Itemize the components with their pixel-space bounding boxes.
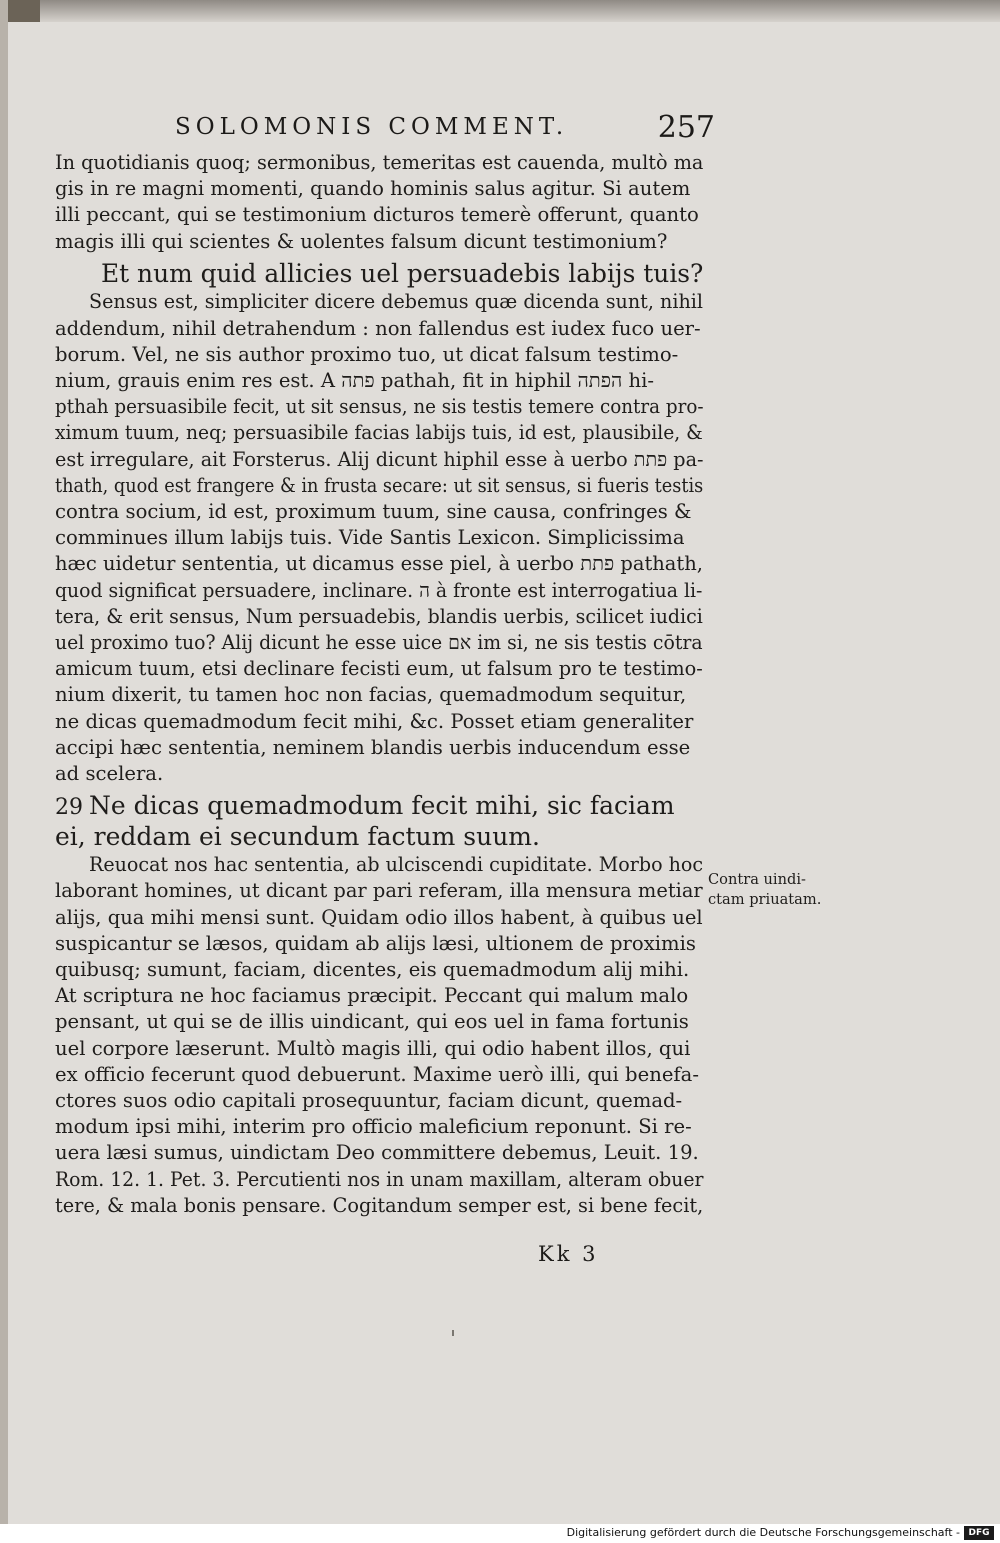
body-text-line bbox=[55, 342, 678, 368]
line-text: quibusq; sumunt, faciam, dicentes, eis quemadmodum alij mihi. bbox=[55, 957, 690, 981]
line-text: illi peccant, qui se testimonium dicturos temerè offerunt, quanto bbox=[55, 203, 699, 227]
body-text-line bbox=[55, 578, 702, 604]
verse-number: 29 bbox=[55, 795, 83, 821]
line-text: In quotidianis quoq; sermonibus, temeritas est cauenda, multò ma bbox=[55, 151, 704, 174]
body-text-line bbox=[55, 957, 689, 983]
page-top-edge bbox=[0, 0, 1000, 22]
body-text-line bbox=[55, 1193, 703, 1219]
line-text: ctores suos odio capitali prosequuntur, faciam dicunt, quemad- bbox=[55, 1088, 683, 1112]
body-text-line bbox=[55, 1088, 682, 1114]
verse-heading-line bbox=[55, 791, 675, 823]
body-text-line bbox=[55, 630, 703, 656]
body-text-line bbox=[55, 176, 690, 202]
body-text-line bbox=[89, 852, 703, 878]
signature-mark: Kk 3 bbox=[538, 1242, 599, 1266]
line-text: modum ipsi mihi, interim pro officio maleficium reponunt. Si re- bbox=[55, 1115, 692, 1139]
line-text: ximum tuum, neq; persuasibile facias labijs tuis, id est, plausibile, & bbox=[55, 421, 703, 445]
body-text-line bbox=[55, 1009, 689, 1035]
body-text-line bbox=[55, 735, 690, 761]
line-text: hæc uidetur sententia, ut dicamus esse piel, à uerbo פתת pathath, bbox=[55, 552, 703, 576]
body-text-line bbox=[89, 289, 703, 315]
line-text: nium dixerit, tu tamen hoc non facias, quemadmodum sequitur, bbox=[55, 683, 687, 707]
body-text-line bbox=[55, 1114, 692, 1140]
margin-note bbox=[708, 870, 828, 910]
body-text-line bbox=[55, 499, 691, 525]
line-text: gis in re magni momenti, quando hominis salus agitur. Si autem bbox=[55, 177, 691, 201]
line-text: pthah persuasibile fecit, ut sit sensus, ne sis testis temere contra pro- bbox=[55, 395, 704, 419]
body-text-line bbox=[55, 1140, 699, 1166]
line-text: At scriptura ne hoc faciamus præcipit. Peccant qui malum malo bbox=[55, 984, 689, 1008]
line-text: alijs, qua mihi mensi sunt. Quidam odio illos habent, à quibus uel bbox=[55, 905, 703, 929]
body-text-line bbox=[55, 709, 693, 735]
body-text-line bbox=[55, 316, 701, 342]
body-text-line bbox=[55, 656, 703, 682]
body-text-line bbox=[55, 682, 686, 708]
line-text: uel proximo tuo? Alij dicunt he esse uice אם im si, ne sis testis cōtra bbox=[55, 630, 703, 654]
line-text: Sensus est, simpliciter dicere debemus quæ dicenda sunt, nihil bbox=[89, 290, 704, 314]
paper-speck bbox=[452, 1330, 454, 1336]
body-text-line bbox=[55, 1036, 690, 1062]
body-text-line bbox=[55, 473, 703, 499]
dfg-logo: DFG bbox=[964, 1526, 994, 1540]
line-text: borum. Vel, ne sis author proximo tuo, ut dicat falsum testimo- bbox=[55, 342, 679, 366]
line-text: uel corpore læserunt. Multò magis illi, qui odio habent illos, qui bbox=[55, 1036, 691, 1060]
body-text-line bbox=[55, 447, 703, 473]
body-text-line bbox=[55, 761, 163, 787]
body-text-line bbox=[55, 1062, 699, 1088]
body-text-line bbox=[55, 551, 703, 577]
page-number: 257 bbox=[657, 110, 715, 145]
margin-note-line: Contra uindi- bbox=[708, 871, 806, 888]
line-text: comminues illum labijs tuis. Vide Santis Lexicon. Simplicissima bbox=[55, 526, 685, 550]
line-text: ex officio fecerunt quod debuerunt. Maxime uerò illi, qui benefa- bbox=[55, 1062, 699, 1086]
body-text-line bbox=[55, 878, 703, 904]
page-header bbox=[175, 110, 715, 146]
line-text: Ne dicas quemadmodum fecit mihi, sic faciam bbox=[89, 791, 675, 821]
body-text-line bbox=[55, 525, 685, 551]
body-text-line bbox=[55, 202, 699, 228]
body-text-line bbox=[55, 229, 667, 255]
body-text-line bbox=[55, 604, 703, 630]
line-text: tera, & erit sensus, Num persuadebis, blandis uerbis, scilicet iudici bbox=[55, 604, 703, 628]
line-text: magis illi qui scientes & uolentes falsum dicunt testimonium? bbox=[55, 229, 668, 253]
footer-bar bbox=[0, 1524, 1000, 1543]
verse-heading-line bbox=[101, 259, 703, 289]
line-text: tere, & mala bonis pensare. Cogitandum semper est, si bene fecit, bbox=[55, 1193, 704, 1217]
funding-notice: Digitalisierung gefördert durch die Deutsche Forschungsgemeinschaft - bbox=[566, 1526, 960, 1539]
verse-heading-line bbox=[55, 822, 540, 852]
body-text-line bbox=[55, 983, 688, 1009]
line-text: nium, grauis enim res est. A פתה pathah, fit in hiphil הפתה hi- bbox=[55, 368, 655, 392]
body-text-line bbox=[55, 150, 703, 176]
line-text: pensant, ut qui se de illis uindicant, qui eos uel in fama fortunis bbox=[55, 1010, 689, 1034]
page-binding-edge bbox=[0, 0, 8, 1524]
line-text: Reuocat nos hac sententia, ab ulciscendi cupiditate. Morbo hoc bbox=[89, 853, 704, 877]
line-text: contra socium, id est, proximum tuum, sine causa, confringes & bbox=[55, 499, 692, 523]
line-text: suspicantur se læsos, quidam ab alijs læsi, ultionem de proximis bbox=[55, 931, 696, 955]
body-text-line bbox=[55, 931, 696, 957]
line-text: ei, reddam ei secundum factum suum. bbox=[55, 821, 540, 851]
body-text-line bbox=[55, 420, 703, 446]
line-text: ad scelera. bbox=[55, 761, 164, 785]
line-text: est irregulare, ait Forsterus. Alij dicunt hiphil esse à uerbo פתת pa- bbox=[55, 447, 704, 471]
running-title: SOLOMONIS COMMENT. bbox=[175, 114, 569, 140]
line-text: addendum, nihil detrahendum : non fallendus est iudex fuco uer- bbox=[55, 316, 701, 340]
line-text: Et num quid allicies uel persuadebis labijs tuis? bbox=[101, 258, 704, 288]
line-text: uera læsi sumus, uindictam Deo committere debemus, Leuit. 19. bbox=[55, 1141, 699, 1165]
line-text: amicum tuum, etsi declinare fecisti eum, ut falsum pro te testimo- bbox=[55, 657, 703, 681]
body-text-line bbox=[55, 905, 703, 931]
line-text: quod significat persuadere, inclinare. ה à fronte est interrogatiua li- bbox=[55, 578, 703, 602]
line-text: laborant homines, ut dicant par pari referam, illa mensura metiar bbox=[55, 879, 703, 903]
line-text: Rom. 12. 1. Pet. 3. Percutienti nos in unam maxillam, alteram obuer bbox=[55, 1167, 704, 1191]
margin-note-line: ctam priuatam. bbox=[708, 891, 822, 908]
body-text-line bbox=[55, 394, 704, 420]
body-text-line bbox=[55, 1167, 703, 1193]
body-text-line bbox=[55, 368, 654, 394]
line-text: thath, quod est frangere & in frusta secare: ut sit sensus, si fueris testis bbox=[55, 473, 704, 497]
line-text: accipi hæc sententia, neminem blandis uerbis inducendum esse bbox=[55, 735, 691, 759]
line-text: ne dicas quemadmodum fecit mihi, &c. Posset etiam generaliter bbox=[55, 709, 694, 733]
